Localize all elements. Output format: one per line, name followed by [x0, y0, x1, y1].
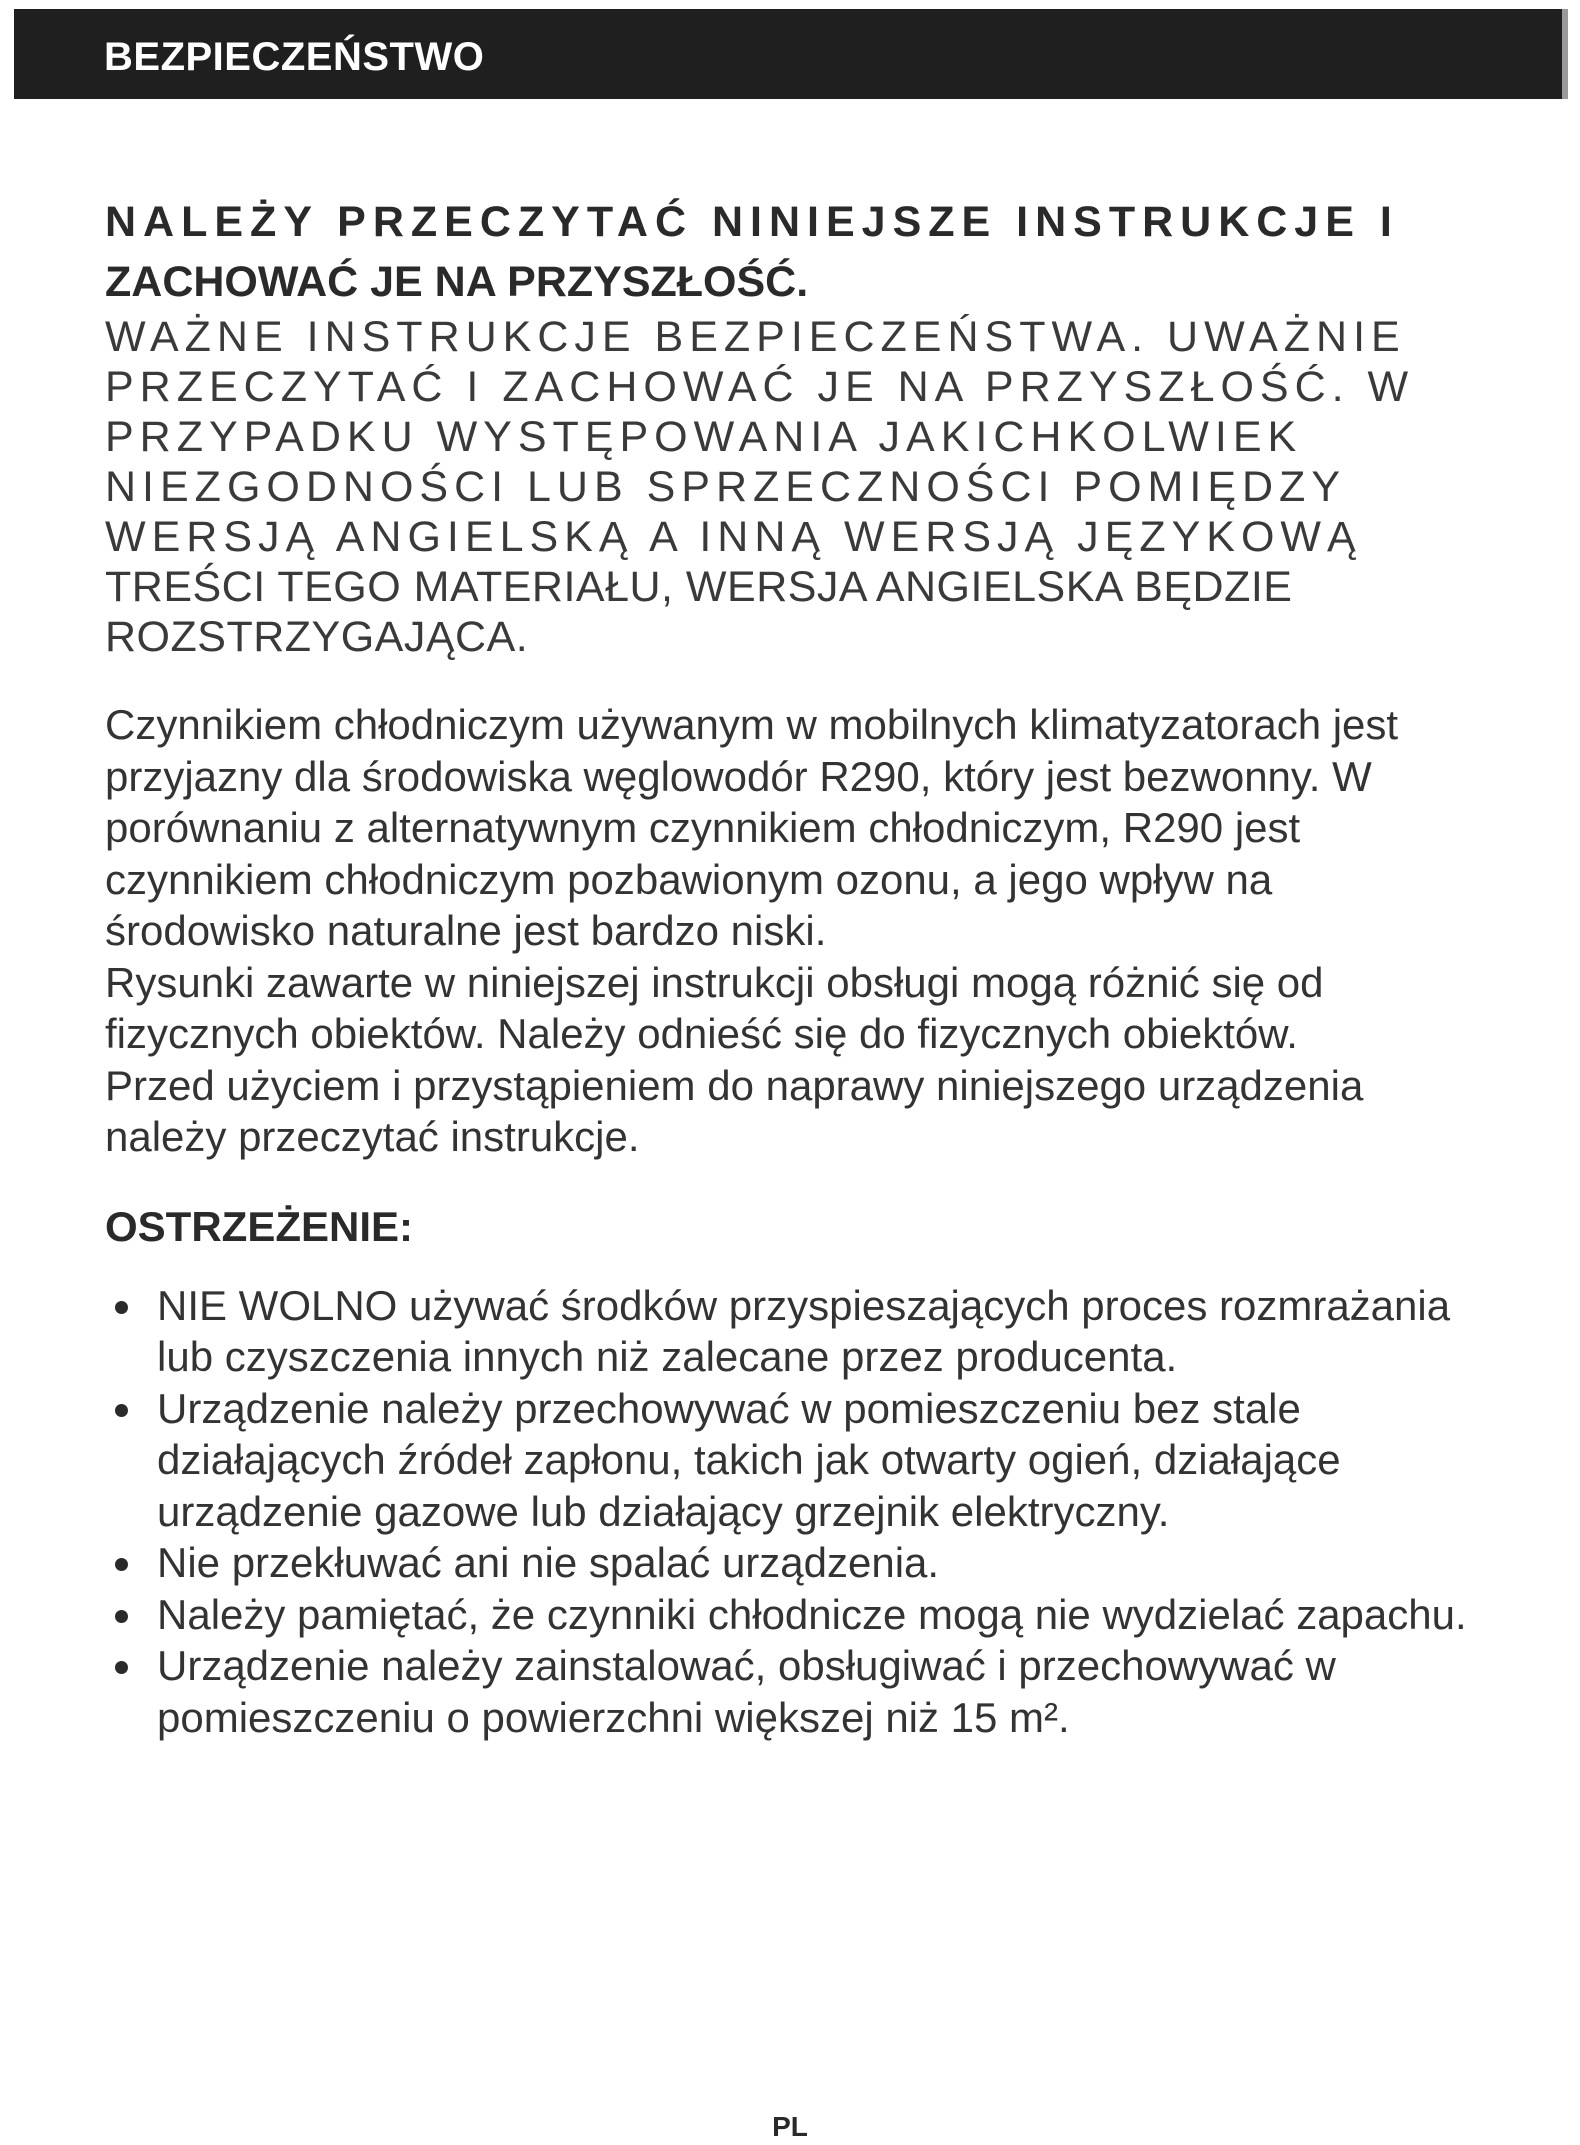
caps-notice-part1: WAŻNE INSTRUKCJE BEZPIECZEŃSTWA. UWAŻNIE PRZECZYTAĆ I ZACHOWAĆ JE NA PRZYSZŁOŚĆ. W PRZYPADKU WYSTĘPOWANIA JAKICHKOLWIEK NIEZGODNOŚCI LUB SPRZECZNOŚCI POMIĘDZY WERSJĄ ANGIELSKĄ A INNĄ WERSJĄ JĘZYKOWĄ [105, 313, 1415, 561]
read-before-paragraph: Przed użyciem i przystąpieniem do naprawy niniejszego urządzenia należy przeczytać instrukcje. [105, 1061, 1364, 1160]
lead-heading-line1: NALEŻY PRZECZYTAĆ NINIEJSZE INSTRUKCJE I [105, 198, 1399, 246]
lead-heading [105, 192, 1485, 312]
bullet-icon [115, 1404, 128, 1417]
section-title: BEZPIECZEŃSTWO [104, 35, 485, 79]
warning-item-text: NIE WOLNO używać środków przyspieszających proces rozmrażania lub czyszczenia innych niż zalecane przez producenta. [157, 1281, 1451, 1380]
caps-notice-part2: TREŚCI TEGO MATERIAŁU, WERSJA ANGIELSKA BĘDZIE ROZSTRZYGAJĄCA. [105, 563, 1293, 661]
bullet-icon [115, 1558, 128, 1571]
section-header-bar [14, 9, 1568, 99]
lead-heading-line2: ZACHOWAĆ JE NA PRZYSZŁOŚĆ. [105, 258, 809, 306]
warning-heading: OSTRZEŻENIE: [105, 1202, 414, 1250]
warning-item-text: Nie przekłuwać ani nie spalać urządzenia. [157, 1539, 940, 1586]
page-content [105, 192, 1485, 1743]
warning-item [105, 1383, 1485, 1538]
drawings-paragraph: Rysunki zawarte w niniejszej instrukcji obsługi mogą różnić się od fizycznych obiektów. Należy odnieść się do fizycznych obiektów. [105, 958, 1324, 1057]
intro-section [105, 699, 1485, 1163]
bullet-icon [115, 1661, 128, 1674]
caps-safety-notice [105, 312, 1485, 662]
warning-item [105, 1280, 1485, 1383]
warning-item-text: Urządzenie należy zainstalować, obsługiwać i przechowywać w pomieszczeniu o powierzchni większej niż 15 m². [157, 1642, 1336, 1741]
bullet-icon [115, 1301, 128, 1314]
warning-item [105, 1589, 1485, 1641]
page-language-code: PL [772, 2111, 808, 2142]
warning-item-text: Należy pamiętać, że czynniki chłodnicze mogą nie wydzielać zapachu. [157, 1590, 1467, 1638]
warning-item [105, 1537, 1485, 1589]
refrigerant-paragraph: Czynnikiem chłodniczym używanym w mobilnych klimatyzatorach jest przyjazny dla środowiska węglowodór R290, który jest bezwonny. W porównaniu z alternatywnym czynnikiem chłodniczym, R290 jest czynnikiem chłodniczym pozbawionym ozonu, a jego wpływ na środowisko naturalne jest bardzo niski. [105, 701, 1399, 954]
warning-list [105, 1280, 1485, 1744]
bullet-icon [115, 1610, 128, 1623]
warning-item [105, 1640, 1485, 1743]
warning-item-text: Urządzenie należy przechowywać w pomieszczeniu bez stale działających źródeł zapłonu, takich jak otwarty ogień, działające urządzenie gazowe lub działający grzejnik elektryczny. [157, 1384, 1341, 1535]
